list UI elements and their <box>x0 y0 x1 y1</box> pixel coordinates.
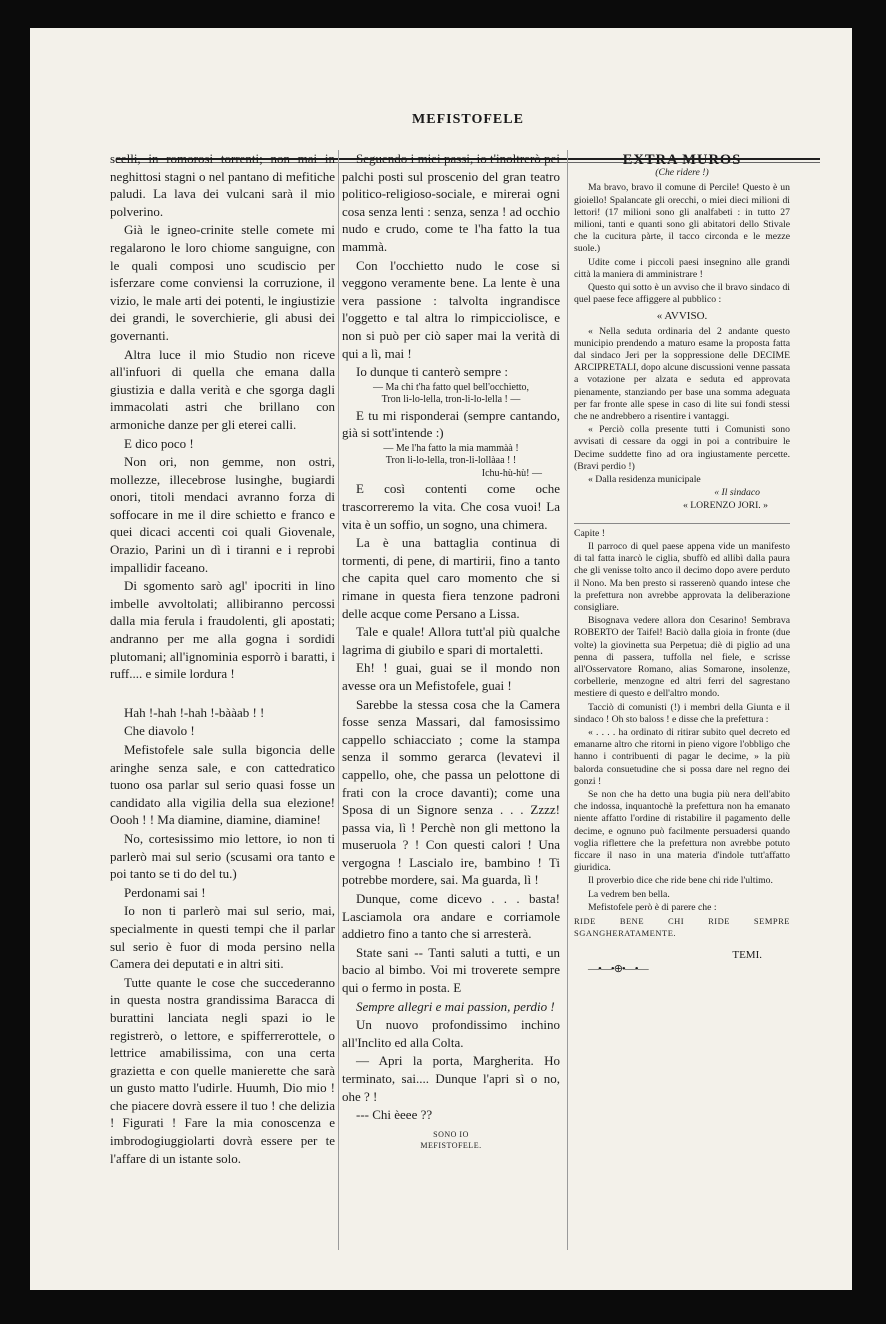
paragraph: « . . . . ha ordinato di ritirar subito quel decreto ed emanarne altro che ritorni in pieno vigore l'obbligo che hanno i contribuenti di pagar le decime, » la più balorda consuetudine che si possa dare nel regno dei gonzi ! <box>574 726 790 787</box>
paragraph: Seguendo i miei passi, io t'inoltrerò pei palchi posti sul proscenio del gran teatro politico-religioso-sociale, e mirerai ogni cosa senza lenti : senza, senza ! ad occhio nudo e crudo, come te l'ha fatto la tua mammà. <box>342 151 560 254</box>
paragraph: Udite come i piccoli paesi insegnino alle grandi città la maniera di amministrare ! <box>574 256 790 280</box>
song-line: Ichu-hù-hù! — <box>481 467 542 479</box>
paragraph: Mefistofele sale sulla bigoncia delle aringhe senza sale, e con cattedratico tuono osa parlar sul serio quasi fosse un candidato alla vigilia della sua elezione! Oooh ! ! Ma diamine, diamine, diamine! <box>110 742 335 828</box>
paragraph: Capite ! <box>574 527 605 539</box>
paragraph: Questo qui sotto è un avviso che il bravo sindaco di quel paese fece affiggere al pubblico : <box>574 282 790 306</box>
paragraph: Un nuovo profondissimo inchino all'Inclito ed alla Colta. <box>342 1017 560 1050</box>
song-line: Tron li-lo-lella, tron-li-lo-lella ! — <box>381 394 521 406</box>
paragraph: E tu mi risponderai (sempre cantando, già si sott'intende :) <box>342 407 560 441</box>
column-1 <box>110 150 335 1168</box>
notice-paragraph: « Perciò colla presente tutti i Comunisti sono avvisati di cessare da oggi in poi a contribuire le Decime suddette fino ad ora ingiustamente percette. (Bravi perdio !) <box>574 424 790 472</box>
notice-paragraph: « Dalla residenza municipale <box>588 474 701 486</box>
paragraph: Tacciò di comunisti (!) i membri della Giunta e il sindaco ! Oh sto baloss ! e disse che la prefettura : <box>574 701 790 725</box>
paragraph: Non ori, non gemme, non ostri, mollezze, illecebrose lusinghe, bugiardi onori, titoli mendaci avranno forza di soffocare in me il dire schietto e franco e quei dicaci accenti coi quali Giovenale, Orazio, Parini un dì i tiranni e i reprobi impallidir faceano. <box>110 454 335 575</box>
paragraph: Perdonami sai ! <box>124 884 206 900</box>
song-line: — Me l'ha fatto la mia mammàà ! <box>383 442 519 454</box>
paragraph: E così contenti come oche trascorreremo la vita. Che cosa vuoi! La vita è un soffio, un sogno, una chimera. <box>342 481 560 532</box>
paragraph: RIDE BENE CHI RIDE SEMPRE SGANGHERATAMENTE. <box>574 915 790 939</box>
notice-paragraph: « Nella seduta ordinaria del 2 andante questo municipio prendendo a maturo esame la proposta fatta dal sindaco Jeri per la soppressione delle DECIME ARCIPRETALI, dopo alcune discussioni venne passata a votazione per alzata e seduta ed approvata pienamente, stanziando per base una somma adeguata per far fronte alle spese in caso di lite sui fondi stessi che ne andrebbero a risentire i vantaggi. <box>574 325 790 423</box>
paragraph: Che diavolo ! <box>124 723 195 739</box>
paragraph: Dunque, come dicevo . . . basta! Lasciamola ora andare e corriamole addietro fino a tanto che si arresterà. <box>342 891 560 942</box>
paragraph: Hah !-hah !-hah !-bààab ! ! <box>124 704 265 720</box>
signature-line: SONO IO <box>433 1129 469 1139</box>
paragraph: Altra luce il mio Studio non riceve all'infuori di quella che emana dalla giustizia e dalla verità e che sgorga dagli immacolati astri che brillano con armoniche danze per gli eterei calli. <box>110 346 335 432</box>
notice-signature: « Il sindaco <box>714 487 760 499</box>
paragraph: Bisognava vedere allora don Cesarino! Sembrava ROBERTO der Taifel! Baciò dalla gioia in fronte (due volte) la giovinetta sua Perpetua; diè di piglio ad una penna di passera, tuffolla nel fiele, e scrisse all'Osservatore Romano, alias Somarone, insolenze, corbellerie, menzogne ed altri ferri del sagrestano mestiere di questo e dell'altro mondo. <box>574 615 790 700</box>
paragraph: Di sgomento sarò agl' ipocriti in lino imbelle avvoltolati; allibiranno percossi dalla mia ferula i fraudolenti, gli apostati; andranno per me alla gogna i sordidi plutomani; all'ignominia esporrò i baratti, i ruff.... e simile lordura ! <box>110 578 335 682</box>
column-divider-1 <box>338 150 339 1250</box>
paragraph: No, cortesissimo mio lettore, io non ti parlerò mai sul serio (scusami ora tanto e poi tanto se ti do del tu.) <box>110 830 335 882</box>
paragraph: Sarebbe la stessa cosa che la Camera fosse senza Massari, dal famosissimo cappello schiacciato ; come la stampa senza il sommo gerarca (levatevi il cappello, ohe, che passa un pelottone di frati con la croce davanti); come una Sposa di un Signore senza . . . Zzzz! passa via, lì ! Perchè non gli mettono la museruola ? ! Con questi calori ! Una vergogna ! Lascialo ire, bambino ! Ti potrebbe mordere, sai. Ma guarda, lì ! <box>342 696 560 888</box>
paragraph: — Apri la porta, Margherita. Ho terminato, sai.... Dunque l'apri sì o no, ohe ? ! <box>342 1053 560 1104</box>
column-3 <box>574 150 790 976</box>
song-line: — Ma chi t'ha fatto quel bell'occhietto, <box>372 381 530 393</box>
notice-title: « AVVISO. <box>656 310 708 323</box>
section-divider <box>574 523 790 524</box>
paragraph: Eh! ! guai, guai se il mondo non avesse ora un Mefistofele, guai ! <box>342 660 560 693</box>
paragraph: Sempre allegri e mai passion, perdio ! <box>356 998 555 1014</box>
paragraph: E dico poco ! <box>124 435 194 451</box>
paragraph: Mefistofele però è di parere che : <box>588 901 717 913</box>
section-subtitle: (Che ridere !) <box>655 167 709 179</box>
paragraph: Ma bravo, bravo il comune di Percile! Questo è un gioiello! Spalancate gli orecchi, o miei dieci milioni di lettori! (17 milioni sono gli analfabeti : in tutto 27 milioni, tanti e quanti sono gli abitatori dello Stivale che la cucitura pàrte, il tacco circonda e le mezze suole.) <box>574 182 790 255</box>
spacer <box>110 684 335 704</box>
column-divider-2 <box>567 150 568 1250</box>
paragraph: Io non ti parlerò mai sul serio, mai, specialmente in questi tempi che il parlar sul serio è fuor di moda persino nella Camera dei deputati e in altri siti. <box>110 903 335 972</box>
notice-signature: « LORENZO JORI. » <box>682 500 768 512</box>
paragraph: Il proverbio dice che ride bene chi ride l'ultimo. <box>588 875 773 887</box>
paragraph: Il parroco di quel paese appena vide un manifesto di tal fatta inarcò le ciglia, sbuffò ed allibì dalla paura che gli venisse tolto anco il decimo dopo avere perduto il Nono. Ma ben presto si rasserenò quando intese che la prefettura non avrebbe approvata la deliberazione consigliare. <box>574 540 790 613</box>
article-signature: TEMI. <box>732 949 762 962</box>
paragraph: scelli, in romorosi torrenti; non mai in neghittosi stagni o nel pantano di mefitiche paludi. La lava dei vulcani sarà il mio polverino. <box>110 151 335 219</box>
paragraph: La è una battaglia continua di tormenti, di pene, di martirii, fino a tanto che capita quel caro momento che si rimane in questa fiera tenzone padroni delle acque come Persano a Lissa. <box>342 535 560 621</box>
paragraph: --- Chi èeee ?? <box>356 1107 433 1123</box>
paragraph: Già le igneo-crinite stelle comete mi regalarono le loro chiome sanguigne, con le quali composi uno scudiscio per isferzare come conviensi la corruzione, il vizio, le male arti dei potenti, le ingiustizie dei grandi, le soverchierie, gli abusi dei governanti. <box>110 222 335 343</box>
paragraph: Con l'occhietto nudo le cose si veggono veramente bene. La lente è una vera passione : talvolta ingrandisce l'oggetto e tal altra lo rimpicciolisce, e non si può per ciò saper mai la verità di qui a lì, mai ! <box>342 257 560 361</box>
column-2 <box>342 150 560 1152</box>
paragraph: Tutte quante le cose che succederanno in questa nostra grandissima Baracca di burattini lanciata negli spazi io le registrerò, o lettore, e spifferrerottele, o lettrice amabilissima, con una certa grazietta e con quelle manierette che sarà un gusto matto l'udirle. Huumh, Dio mio ! che piacere dovrà essere il tuo ! che delizia ! Figurati ! Fare la mia conoscenza e imbrodogiuggiolarti dovrà essere per te l'affare di un istante solo. <box>110 974 335 1166</box>
paragraph: Se non che ha detto una bugia più nera dell'abito che indossa, inquantochè la prefettura non ha emanato niente affatto l'ordine di ristabilire il pagamento delle decime, e ognuno può facilmente persuadersi quando voglia riflettere che la prefettura non avrebbe potuto ficcare il naso in una materia d'indole tutt'affatto giuridica. <box>574 788 790 874</box>
paragraph: Tale e quale! Allora tutt'al più qualche lagrima di giubilo e spari di mortaletti. <box>342 624 560 657</box>
paragraph: State sani -- Tanti saluti a tutti, e un bacio al bimbo. Voi mi troverete sempre qui o fermo in posta. E <box>342 944 560 996</box>
signature-line: MEFISTOFELE. <box>420 1140 482 1150</box>
ornament-flourish: —•—•⊕•—•— <box>588 962 648 975</box>
song-line: Tron li-lo-lella, tron-li-lollàaa ! ! <box>385 455 517 467</box>
paragraph: La vedrem ben bella. <box>588 888 670 900</box>
section-title: EXTRA MUROS <box>622 152 742 168</box>
masthead: MEFISTOFELE <box>412 112 524 127</box>
paragraph: Io dunque ti canterò sempre : <box>356 364 508 380</box>
